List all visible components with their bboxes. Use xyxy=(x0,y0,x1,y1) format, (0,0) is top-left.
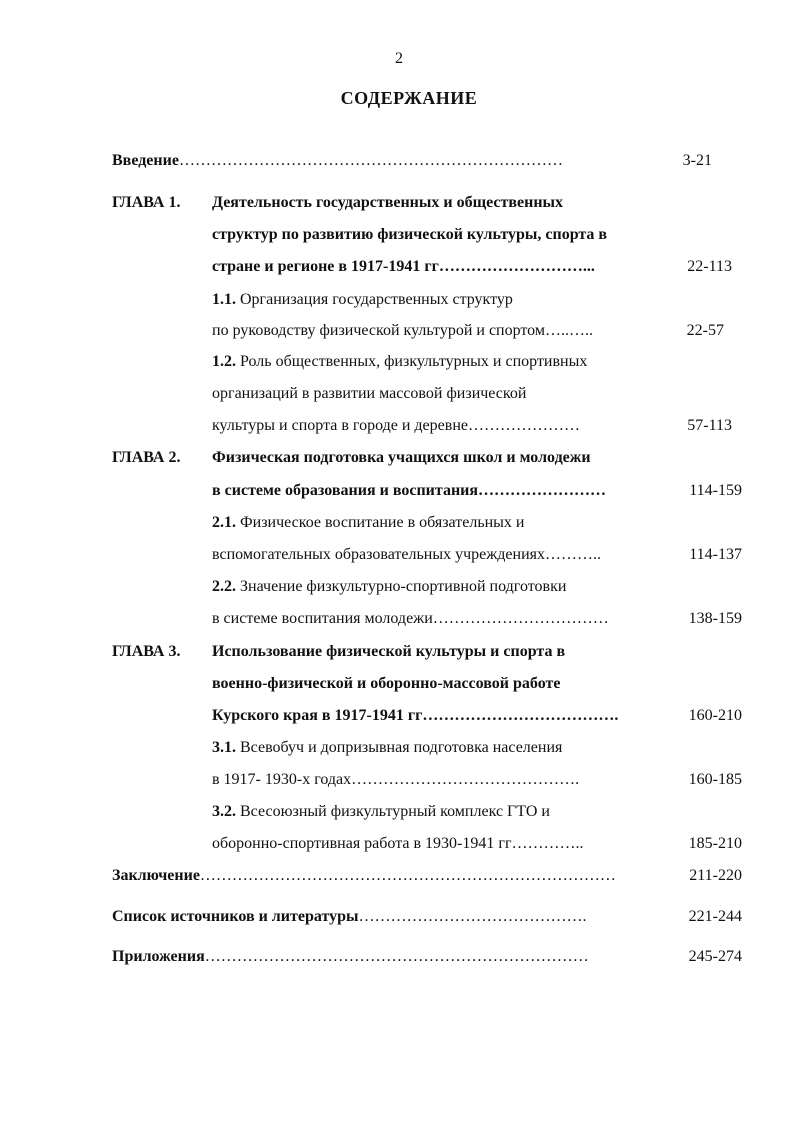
page-title: СОДЕРЖАНИЕ xyxy=(340,88,478,108)
appendix-pages: 245-274 xyxy=(688,948,742,965)
appendix-dots: ……………………………………………………………… xyxy=(204,948,589,965)
section-1-2-line2: организаций в развитии массовой физической xyxy=(212,385,527,402)
page-number: 2 xyxy=(395,50,403,67)
toc-entry-appendix xyxy=(112,947,589,967)
conclusion-dots: …………………………………………………………………… xyxy=(199,867,616,884)
chapter3-title-line3: Курского края в 1917-1941 гг………………………………. xyxy=(212,707,619,724)
section-2-1-line2: вспомогательных образовательных учреждениях……….. xyxy=(212,546,601,563)
section-2-1-line1 xyxy=(212,513,525,533)
chapter3-label: ГЛАВА 3. xyxy=(112,643,181,660)
section-3-1-line2: в 1917- 1930-х годах……………………………………. xyxy=(212,771,580,788)
section-2-1-pages: 114-137 xyxy=(689,546,742,563)
chapter1-pages: 22-113 xyxy=(687,258,732,275)
section-2-2-text: Значение физкультурно-спортивной подготовки xyxy=(240,578,567,595)
section-2-2-line2: в системе воспитания молодежи…………………………… xyxy=(212,610,609,627)
chapter1-title-line2: структур по развитию физической культуры, спорта в xyxy=(212,226,608,243)
intro-dots: ……………………………………………………………… xyxy=(178,152,563,169)
conclusion-title: Заключение xyxy=(112,867,200,884)
chapter1-title-line3: стране и регионе в 1917-1941 гг………………………... xyxy=(212,258,595,275)
section-2-1-number: 2.1. xyxy=(212,514,236,531)
chapter2-title-line2: в системе образования и воспитания…………………… xyxy=(212,482,607,499)
section-3-2-pages: 185-210 xyxy=(688,835,742,852)
chapter2-title-line1: Физическая подготовка учащихся школ и молодежи xyxy=(212,449,591,466)
sources-title: Список источников и литературы xyxy=(112,908,359,925)
conclusion-pages: 211-220 xyxy=(689,867,742,884)
section-1-2-text: Роль общественных, физкультурных и спортивных xyxy=(240,353,588,370)
section-2-2-line1 xyxy=(212,577,566,597)
toc-entry-conclusion xyxy=(112,866,616,886)
section-2-2-number: 2.2. xyxy=(212,578,236,595)
sources-pages: 221-244 xyxy=(688,908,742,925)
section-3-2-text: Всесоюзный физкультурный комплекс ГТО и xyxy=(240,803,550,820)
section-3-2-line2: оборонно-спортивная работа в 1930-1941 гг………….. xyxy=(212,835,584,852)
chapter1-label: ГЛАВА 1. xyxy=(112,194,181,211)
section-1-1-text: Организация государственных структур xyxy=(240,291,513,308)
section-3-1-line1 xyxy=(212,738,562,758)
chapter1-title-line1: Деятельность государственных и общественных xyxy=(212,194,564,211)
section-1-1-line2: по руководству физической культурой и спортом…..….. xyxy=(212,322,593,339)
section-1-2-number: 1.2. xyxy=(212,353,236,370)
section-3-1-pages: 160-185 xyxy=(688,771,742,788)
toc-entry-sources xyxy=(112,907,586,927)
appendix-title: Приложения xyxy=(112,948,205,965)
sources-dots: ……………………………………. xyxy=(358,908,587,925)
intro-title: Введение xyxy=(112,152,179,169)
chapter2-label: ГЛАВА 2. xyxy=(112,449,181,466)
intro-pages: 3-21 xyxy=(682,152,712,169)
chapter3-title-line1: Использование физической культуры и спорта в xyxy=(212,643,566,660)
chapter3-title-line2: военно-физической и оборонно-массовой работе xyxy=(212,675,561,692)
chapter3-pages: 160-210 xyxy=(688,707,742,724)
section-2-1-text: Физическое воспитание в обязательных и xyxy=(240,514,525,531)
section-3-2-number: 3.2. xyxy=(212,803,236,820)
section-3-1-text: Всевобуч и допризывная подготовка населения xyxy=(240,739,563,756)
section-1-2-line1 xyxy=(212,352,587,372)
section-2-2-pages: 138-159 xyxy=(688,610,742,627)
section-1-2-pages: 57-113 xyxy=(687,417,732,434)
section-1-1-pages: 22-57 xyxy=(686,322,724,339)
section-3-1-number: 3.1. xyxy=(212,739,236,756)
section-1-1-number: 1.1. xyxy=(212,291,236,308)
chapter2-pages: 114-159 xyxy=(689,482,742,499)
toc-entry-intro xyxy=(112,151,563,171)
section-3-2-line1 xyxy=(212,802,550,822)
section-1-2-line3: культуры и спорта в городе и деревне………………… xyxy=(212,417,580,434)
section-1-1-line1 xyxy=(212,290,513,310)
